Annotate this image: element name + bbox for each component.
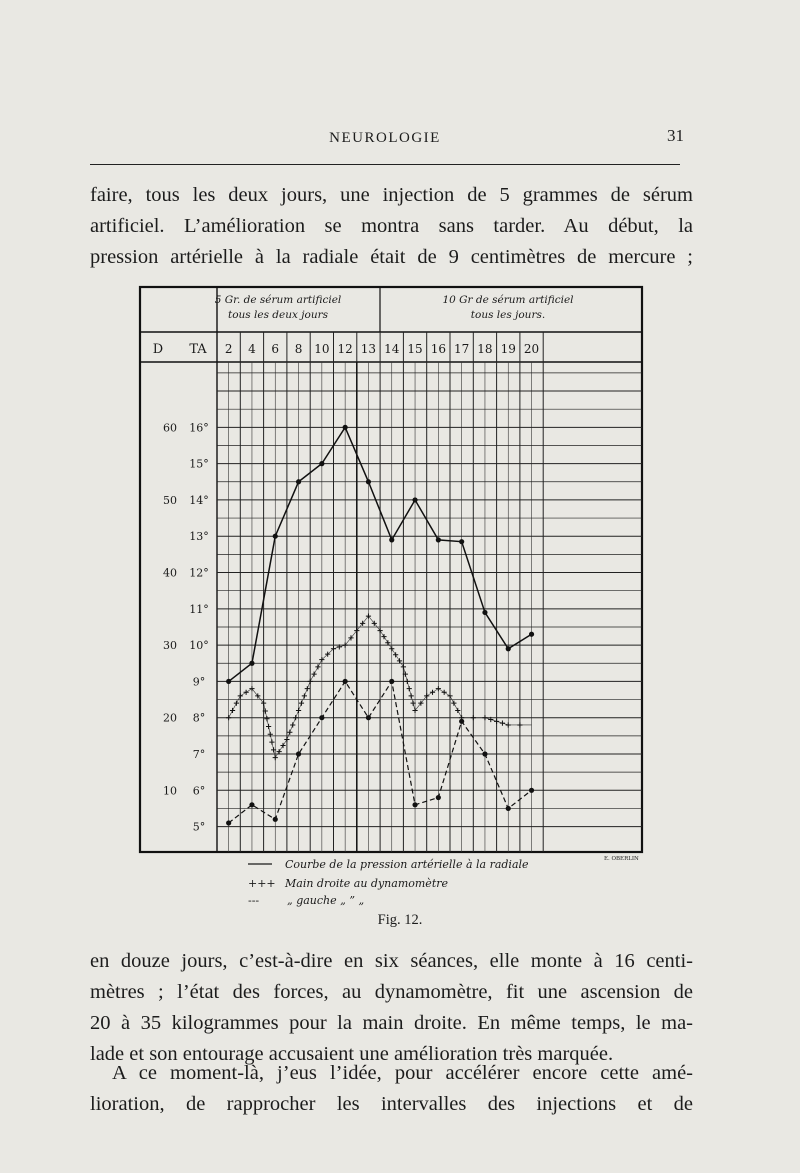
ta-tick-label: 13°	[189, 530, 209, 544]
ta-tick-label: 12°	[189, 566, 209, 580]
right-hand-cross	[385, 640, 390, 645]
right-hand-cross	[305, 686, 310, 691]
left-hand-point	[296, 751, 301, 756]
ta-tick-label: 5°	[192, 820, 206, 834]
x-tick-label: 15	[407, 342, 423, 356]
right-hand-cross	[296, 708, 301, 713]
ta-tick-label: 8°	[192, 711, 206, 725]
figure-caption: Fig. 12.	[377, 912, 423, 928]
ta-tick-label: 7°	[192, 748, 206, 761]
right-hand-cross	[506, 722, 511, 727]
ta-tick-label: 14°	[189, 493, 209, 507]
right-hand-cross	[302, 693, 307, 698]
right-hand-cross	[430, 690, 435, 695]
pressure-point	[296, 479, 301, 484]
right-hand-cross	[273, 755, 278, 760]
pressure-point	[436, 537, 441, 542]
paragraph-after-figure	[90, 946, 693, 1070]
left-hand-point	[366, 715, 371, 720]
text-line: A ce moment-là, j’eus l’idée, pour accélérer encore cette amé-	[112, 1062, 693, 1084]
right-hand-cross	[409, 693, 414, 698]
pressure-point	[506, 646, 511, 651]
right-hand-cross	[451, 701, 456, 706]
legend-cross-swatch: +++	[248, 877, 276, 890]
d-tick-label: 10	[163, 784, 177, 798]
text-line: artificiel. L’amélioration se montra sans tarder. Au début, la	[90, 215, 693, 237]
x-tick-label: 17	[454, 342, 470, 356]
header-note-right-line1: 10 Gr de sérum artificiel	[442, 294, 574, 306]
x-tick-label: 20	[523, 342, 540, 356]
chart-grid	[217, 332, 642, 852]
text-line: lioration, de rapprocher les intervalles des injections et de	[90, 1093, 693, 1115]
ta-tick-labels	[189, 421, 209, 833]
right-hand-cross	[517, 722, 522, 727]
left-hand-point	[529, 788, 534, 793]
right-hand-cross	[290, 722, 295, 727]
column-header-d: D	[152, 342, 164, 357]
pressure-point	[249, 661, 254, 666]
text-line: faire, tous les deux jours, une injection de 5 grammes de sérum	[90, 184, 693, 206]
right-hand-cross	[230, 708, 235, 713]
left-hand-point	[482, 751, 487, 756]
running-head-title: NEUROLOGIE	[329, 130, 441, 146]
left-hand-point	[249, 802, 254, 807]
right-hand-cross	[244, 690, 249, 695]
right-hand-cross	[284, 737, 289, 742]
right-hand-cross	[471, 715, 476, 720]
right-hand-cross	[407, 686, 412, 691]
legend-cross-label: Main droite au dynamomètre	[285, 877, 449, 890]
right-hand-cross	[280, 743, 285, 748]
legend-dash-label: „ gauche „ ” „	[287, 894, 365, 907]
x-tick-label: 8	[294, 342, 303, 356]
left-hand-point	[436, 795, 441, 800]
left-hand-point	[506, 806, 511, 811]
right-hand-cross	[308, 679, 313, 684]
x-tick-label: 18	[477, 342, 493, 356]
header-note-left-line1: 5 Gr. de sérum artificiel	[214, 294, 342, 306]
text-line: pression artérielle à la radiale était de 9 centimètres de mercure ;	[90, 246, 693, 268]
x-tick-labels	[225, 342, 539, 356]
left-hand-point	[389, 679, 394, 684]
ta-tick-label: 6°	[192, 784, 206, 798]
right-hand-cross	[293, 715, 298, 720]
d-tick-label: 30	[163, 639, 177, 653]
right-hand-cross	[405, 679, 410, 684]
paragraph-before-figure	[90, 180, 693, 273]
right-hand-cross	[436, 686, 441, 691]
x-tick-label: 12	[337, 342, 353, 356]
right-hand-cross	[234, 701, 239, 706]
right-hand-cross	[264, 716, 269, 721]
right-hand-cross	[266, 724, 271, 729]
right-hand-cross	[447, 693, 452, 698]
paragraph-final	[90, 1058, 693, 1120]
right-hand-cross	[397, 658, 402, 663]
pressure-point	[389, 537, 394, 542]
page-number: 31	[667, 126, 684, 145]
right-hand-cross	[287, 730, 292, 735]
pressure-point	[412, 497, 417, 502]
d-tick-label: 50	[163, 493, 177, 507]
x-tick-label: 10	[314, 342, 330, 356]
right-hand-cross	[442, 690, 447, 695]
right-hand-cross	[315, 664, 320, 669]
left-hand-point	[343, 679, 348, 684]
pressure-point	[343, 425, 348, 430]
left-hand-point	[273, 817, 278, 822]
right-hand-cross	[389, 646, 394, 651]
ta-tick-label: 9°	[192, 675, 206, 689]
header-note-right-line2: tous les jours.	[470, 309, 546, 321]
x-tick-label: 14	[384, 342, 400, 356]
text-line: en douze jours, c’est-à-dire en six séances, elle monte à 16 centi-	[90, 950, 693, 972]
x-tick-label: 6	[271, 342, 280, 356]
engraver-signature: E. OBERLIN	[604, 856, 639, 862]
pressure-point	[366, 479, 371, 484]
x-tick-label: 16	[430, 342, 446, 356]
right-hand-cross	[311, 672, 316, 677]
pressure-point	[482, 610, 487, 615]
right-hand-cross	[494, 719, 499, 724]
right-hand-cross	[238, 693, 243, 698]
column-header-ta: TA	[189, 342, 207, 357]
right-hand-cross	[500, 721, 505, 726]
ta-tick-label: 11°	[189, 602, 209, 616]
left-hand-point	[319, 715, 324, 720]
right-hand-cross	[226, 715, 231, 720]
header-rule	[90, 164, 680, 165]
figure-chart	[90, 270, 650, 910]
chart-legend	[248, 856, 639, 907]
right-hand-cross	[482, 715, 487, 720]
x-tick-label: 4	[248, 342, 256, 356]
d-tick-labels	[163, 421, 177, 797]
d-tick-label: 20	[163, 711, 177, 725]
running-head	[90, 118, 684, 158]
ta-tick-label: 10°	[189, 639, 209, 653]
text-line: mètres ; l’état des forces, au dynamomètre, fit une ascension de	[90, 981, 693, 1003]
pressure-point	[273, 534, 278, 539]
pressure-point	[226, 679, 231, 684]
right-hand-cross	[393, 652, 398, 657]
text-line: lade et son entourage accusaient une amélioration très marquée.	[90, 1043, 614, 1065]
right-hand-cross	[277, 749, 282, 754]
x-tick-label: 2	[224, 342, 233, 356]
chart-border	[140, 287, 642, 852]
ta-tick-label: 16°	[189, 421, 209, 435]
d-tick-label: 60	[163, 421, 177, 435]
legend-dash-swatch: ---	[248, 894, 260, 907]
left-hand-point	[226, 820, 231, 825]
pressure-point	[459, 539, 464, 544]
legend-solid-label: Courbe de la pression artérielle à la radiale	[285, 858, 529, 871]
d-tick-label: 40	[163, 566, 177, 580]
x-tick-label: 13	[360, 342, 377, 356]
ta-tick-label: 15°	[189, 457, 209, 471]
x-tick-label: 19	[500, 342, 516, 356]
chart-frame	[140, 287, 642, 852]
text-line: 20 à 35 kilogrammes pour la main droite. En même temps, le ma-	[90, 1012, 693, 1034]
pressure-point	[319, 461, 324, 466]
right-hand-cross	[269, 739, 274, 744]
header-note-left-line2: tous les deux jours	[227, 309, 329, 321]
right-hand-cross	[299, 701, 304, 706]
right-hand-cross	[401, 664, 406, 669]
left-hand-point	[412, 802, 417, 807]
right-hand-cross	[455, 708, 460, 713]
right-hand-cross	[381, 634, 386, 639]
pressure-point	[529, 632, 534, 637]
